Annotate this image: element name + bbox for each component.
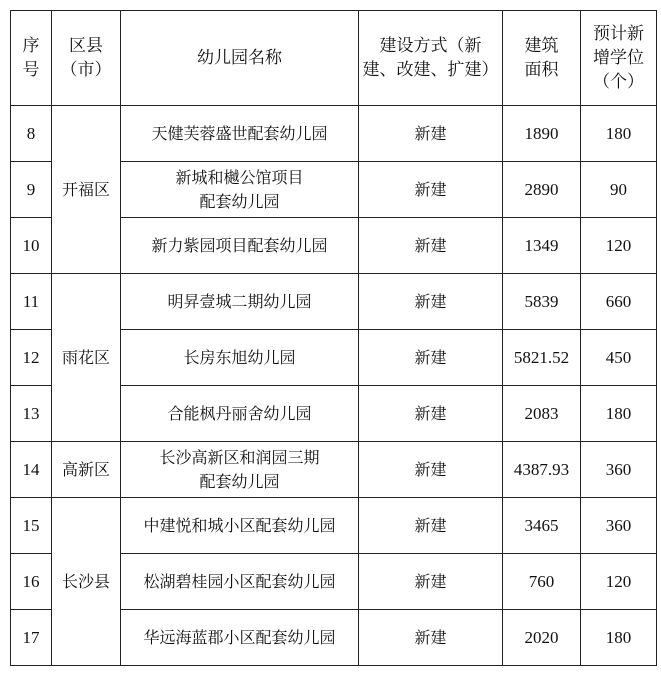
table-row <box>11 442 657 498</box>
cell-name-line: 松湖碧桂园小区配套幼儿园 <box>143 571 336 591</box>
cell-seq: 10 <box>11 218 52 274</box>
kindergarten-table <box>10 10 657 666</box>
table-row <box>11 498 657 554</box>
cell-name <box>121 218 359 274</box>
cell-area: 2890 <box>503 162 581 218</box>
cell-method: 新建 <box>359 218 503 274</box>
cell-name <box>121 330 359 386</box>
cell-name <box>121 274 359 330</box>
cell-name-line: 天健芙蓉盛世配套幼儿园 <box>151 123 328 143</box>
cell-area: 3465 <box>503 498 581 554</box>
cell-name-line: 华远海蓝郡小区配套幼儿园 <box>143 627 336 647</box>
cell-name <box>121 386 359 442</box>
cell-seats: 120 <box>581 554 657 610</box>
cell-area: 1890 <box>503 106 581 162</box>
table-body <box>11 106 657 666</box>
cell-name <box>121 442 359 498</box>
cell-seats: 660 <box>581 274 657 330</box>
header-method: 建设方式（新 建、改建、扩建） <box>359 11 503 106</box>
cell-name <box>121 106 359 162</box>
cell-name-line: 长沙高新区和润园三期 <box>159 447 320 467</box>
cell-method: 新建 <box>359 610 503 666</box>
header-seats: 预计新 增学位 （个） <box>581 11 657 106</box>
cell-district: 开福区 <box>52 106 121 274</box>
header-seq: 序 号 <box>11 11 52 106</box>
cell-method: 新建 <box>359 386 503 442</box>
cell-seats: 360 <box>581 498 657 554</box>
cell-method: 新建 <box>359 274 503 330</box>
cell-name-line: 新城和樾公馆项目 <box>175 167 304 187</box>
cell-area: 5839 <box>503 274 581 330</box>
cell-seq: 11 <box>11 274 52 330</box>
cell-name-line: 合能枫丹丽舍幼儿园 <box>167 403 312 423</box>
cell-seq: 9 <box>11 162 52 218</box>
cell-area: 2083 <box>503 386 581 442</box>
cell-name <box>121 610 359 666</box>
cell-district: 雨花区 <box>52 274 121 442</box>
cell-seq: 16 <box>11 554 52 610</box>
cell-seats: 180 <box>581 610 657 666</box>
cell-name-line: 长房东旭幼儿园 <box>183 347 296 367</box>
cell-seq: 12 <box>11 330 52 386</box>
cell-area: 5821.52 <box>503 330 581 386</box>
cell-method: 新建 <box>359 442 503 498</box>
cell-name-line: 新力紫园项目配套幼儿园 <box>151 235 328 255</box>
cell-seats: 360 <box>581 442 657 498</box>
cell-seq: 17 <box>11 610 52 666</box>
cell-name-line: 配套幼儿园 <box>199 471 280 491</box>
table-header <box>11 11 657 106</box>
cell-method: 新建 <box>359 162 503 218</box>
header-area: 建筑 面积 <box>503 11 581 106</box>
header-name: 幼儿园名称 <box>121 11 359 106</box>
cell-method: 新建 <box>359 554 503 610</box>
cell-seq: 15 <box>11 498 52 554</box>
cell-area: 1349 <box>503 218 581 274</box>
cell-name-line: 配套幼儿园 <box>199 191 280 211</box>
cell-seats: 120 <box>581 218 657 274</box>
cell-name <box>121 554 359 610</box>
table-row <box>11 274 657 330</box>
header-district: 区县 （市） <box>52 11 121 106</box>
cell-seats: 90 <box>581 162 657 218</box>
cell-name-line: 明昇壹城二期幼儿园 <box>167 291 312 311</box>
cell-seq: 8 <box>11 106 52 162</box>
cell-area: 760 <box>503 554 581 610</box>
cell-seq: 14 <box>11 442 52 498</box>
cell-name <box>121 162 359 218</box>
cell-seq: 13 <box>11 386 52 442</box>
cell-area: 2020 <box>503 610 581 666</box>
cell-district: 高新区 <box>52 442 121 498</box>
cell-seats: 180 <box>581 106 657 162</box>
table-row <box>11 106 657 162</box>
cell-method: 新建 <box>359 106 503 162</box>
cell-district: 长沙县 <box>52 498 121 666</box>
cell-seats: 450 <box>581 330 657 386</box>
cell-area: 4387.93 <box>503 442 581 498</box>
cell-name-line: 中建悦和城小区配套幼儿园 <box>143 515 336 535</box>
cell-name <box>121 498 359 554</box>
cell-method: 新建 <box>359 498 503 554</box>
cell-seats: 180 <box>581 386 657 442</box>
cell-method: 新建 <box>359 330 503 386</box>
